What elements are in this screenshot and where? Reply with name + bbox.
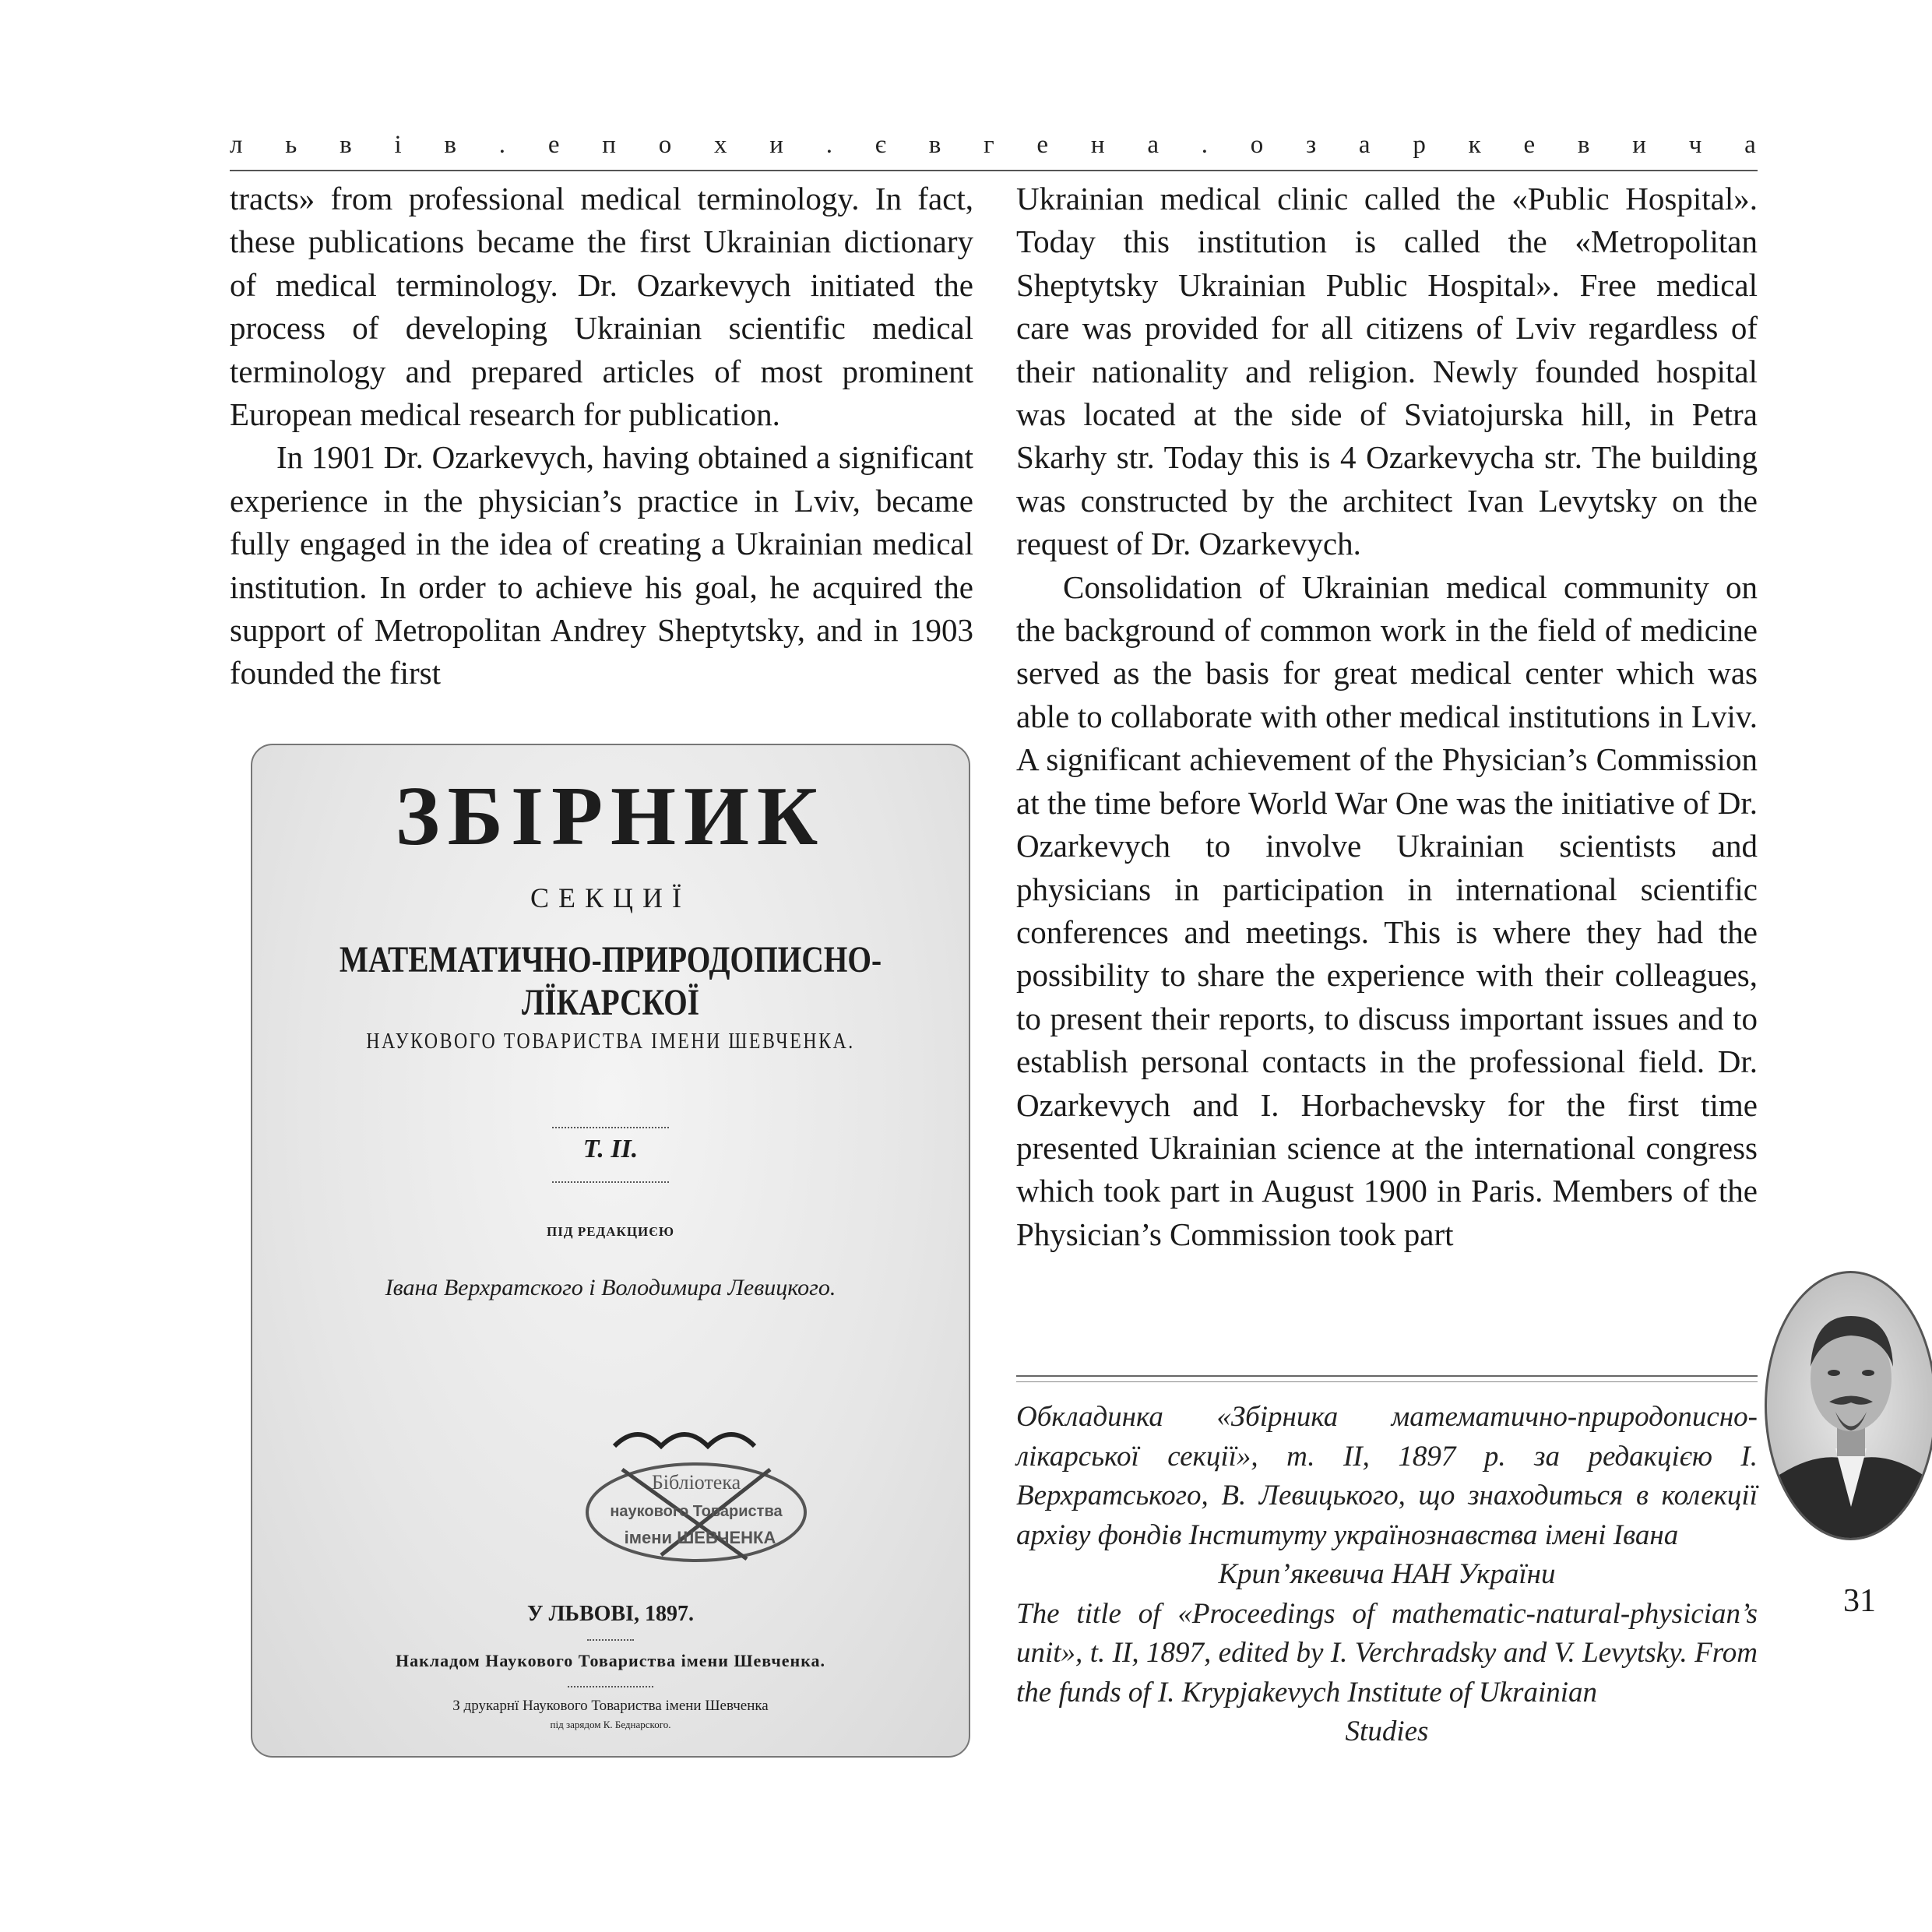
left-column <box>230 178 973 695</box>
running-head-letter: . <box>1201 131 1209 159</box>
running-head-letter: ч <box>1688 131 1704 159</box>
running-head <box>230 131 1758 160</box>
cover-rule <box>552 1181 669 1183</box>
caption-ukrainian-last: Крип’якевича НАН України <box>1218 1558 1556 1590</box>
running-head-letter: н <box>1090 131 1107 159</box>
running-head-letter: в <box>1577 131 1592 159</box>
cover-society: НАУКОВОГО ТОВАРИСТВА ІМЕНИ ШЕВЧЕНКА. <box>366 1029 855 1054</box>
cover-title: ЗБІРНИК <box>395 770 826 863</box>
cover-editors-label: ПІД РЕДАКЦИЄЮ <box>547 1224 674 1239</box>
book-cover-image <box>251 744 970 1758</box>
running-head-letter: е <box>547 131 561 159</box>
running-head-letter: а <box>1744 131 1758 159</box>
paragraph: Ukrainian medical clinic called the «Public Hospital». Today this institution is called the «Metropolitan Sheptytsky Ukrainian Public Hospital». Free medical care was provided for all citizens of Lviv regardless of their nationality and religion. Newly founded hospital was located at the side of Sviatojurska hill, in Petra Skarhy str. Today this is 4 Ozarkevycha str. The building was constructed by the architect Ivan Levytsky on the request of Dr. Ozarkevych. <box>1016 181 1758 562</box>
running-head-letter: о <box>658 131 674 159</box>
running-head-letter: е <box>1036 131 1050 159</box>
header-rule <box>230 170 1758 171</box>
caption-english-last: Studies <box>1345 1716 1429 1747</box>
running-head-letter: о <box>1250 131 1265 159</box>
paragraph: Consolidation of Ukrainian medical community on the background of common work in the field of medicine served as the basis for great medical center which was able to collaborate with other medical institutions in Lviv. A significant achievement of the Physician’s Commission at the time before World War One was the initiative of Dr. Ozarkevych to involve Ukrainian scientists and physicians in participation in international scientific conferences and meetings. This is where they had the possibility to share the experience with their colleagues, to present their reports, to discuss important issues and to establish personal contacts in the professional field. Dr. Ozarkevych and I. Horbachevsky for the first time presented Ukrainian science at the international congress which took part in August 1900 in Paris. Members of the Physician’s Commission took part <box>1016 568 1758 1252</box>
library-stamp-icon <box>568 1415 817 1571</box>
running-head-letter: и <box>769 131 785 159</box>
running-head-letter: л <box>230 131 245 159</box>
cover-publisher: Накладом Наукового Товариства імени Шевченка. <box>395 1651 826 1670</box>
cover-rule <box>587 1639 634 1641</box>
page-number: 31 <box>1843 1583 1876 1619</box>
running-head-letter: х <box>714 131 729 159</box>
running-head-letter: і <box>394 131 403 159</box>
caption-ukrainian: Обкладинка «Збірника математично-природописно-лікарської секції», т. II, 1897 р. за редакцією І. Верхратського, В. Левицького, що знаходиться в колекції архіву фондів Інституту українознавства імені Івана <box>1016 1401 1758 1551</box>
running-head-letter: а <box>1147 131 1160 159</box>
running-head-letter: . <box>498 131 508 159</box>
running-head-letter: . <box>825 131 834 159</box>
running-head-letter: и <box>1632 131 1648 159</box>
running-head-letter: е <box>1523 131 1537 159</box>
cover-editors: Івана Верхратского і Володимира Левицкого. <box>385 1275 836 1300</box>
running-head-letter: в <box>928 131 943 159</box>
cover-printer-note: під зарядом К. Беднарского. <box>550 1719 671 1730</box>
paragraph: tracts» from professional medical terminology. In fact, these publications became the first Ukrainian dictionary of medical terminology. Dr. Ozarkevych initiated the process of developing Ukrainian scientific medical terminology and prepared articles of most prominent European medical research for publication. <box>230 181 973 433</box>
running-head-letter: в <box>340 131 354 159</box>
stamp-text: імени ШЕВЧЕНКА <box>624 1528 776 1547</box>
running-head-letter: в <box>444 131 459 159</box>
running-head-letter: г <box>984 131 996 159</box>
running-head-letter: р <box>1413 131 1427 159</box>
right-column <box>1016 178 1758 1256</box>
running-head-letter: є <box>875 131 888 159</box>
running-head-letter: к <box>1468 131 1483 159</box>
cover-printer: З друкарнї Наукового Товариства імени Шевченка <box>452 1698 769 1714</box>
portrait-icon <box>1767 1273 1932 1538</box>
portrait-photo <box>1765 1271 1932 1540</box>
cover-subtitle: МАТЕМАТИЧНО-ПРИРОДОПИСНО-ЛЇКАРСКОЇ <box>339 939 882 1023</box>
figure-caption <box>1016 1398 1758 1752</box>
cover-rule <box>568 1686 653 1687</box>
stamp-text: наукового Товариства <box>610 1503 783 1520</box>
running-head-letter: ь <box>285 131 299 159</box>
running-head-letter: а <box>1358 131 1372 159</box>
cover-section: СЕКЦИЇ <box>530 882 691 913</box>
running-head-letter: п <box>602 131 618 159</box>
cover-rule <box>552 1127 669 1128</box>
cover-volume: Т. II. <box>582 1135 639 1163</box>
caption-rule <box>1016 1381 1758 1382</box>
running-head-letter: з <box>1306 131 1318 159</box>
cover-city: У ЛЬВОВІ, 1897. <box>527 1602 694 1626</box>
caption-english: The title of «Proceedings of mathematic-natural-physician’s unit», t. II, 1897, edited by I. Verchradsky and V. Levytsky. From the funds of I. Krypjakevych Institute of Ukrainian <box>1016 1597 1758 1709</box>
stamp-text: Бібліотека <box>651 1471 741 1494</box>
caption-rule <box>1016 1375 1758 1377</box>
paragraph: In 1901 Dr. Ozarkevych, having obtained a significant experience in the physician’s practice in Lviv, became fully engaged in the idea of creating a Ukrainian medical institution. In order to achieve his goal, he acquired the support of Metropolitan Andrey Sheptytsky, and in 1903 founded the first <box>230 439 973 692</box>
